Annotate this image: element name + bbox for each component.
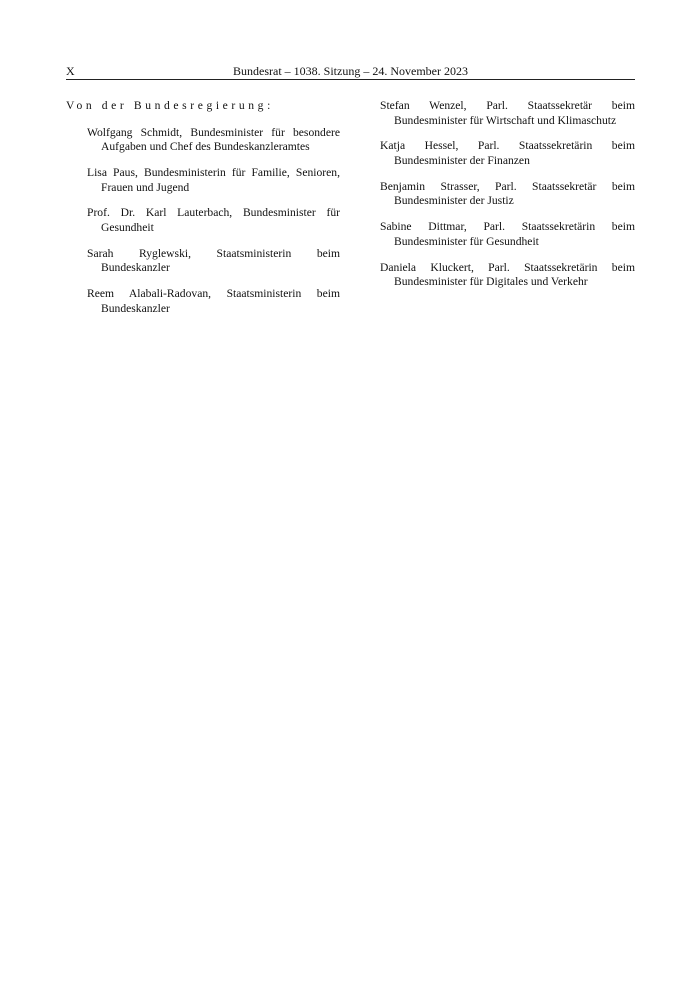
- attendee-entry: Lisa Paus, Bundesministerin für Familie, Senioren, Frauen und Jugend: [87, 165, 340, 194]
- attendee-entry: Wolfgang Schmidt, Bundesminister für besondere Aufgaben und Chef des Bundeskanzleramtes: [87, 125, 340, 154]
- page-header: [66, 63, 635, 80]
- attendee-entry: Prof. Dr. Karl Lauterbach, Bundesminister für Gesundheit: [87, 206, 340, 234]
- page-number: X: [66, 64, 75, 78]
- attendee-entry: Katja Hessel, Parl. Staatssekretärin beim Bundesminister der Finanzen: [380, 139, 635, 167]
- attendee-entry: Stefan Wenzel, Parl. Staatssekretär beim Bundesminister für Wirtschaft und Klimaschutz: [380, 99, 635, 127]
- attendee-entry: Sarah Ryglewski, Staatsministerin beim Bundeskanzler: [87, 246, 340, 275]
- left-column: [66, 99, 340, 327]
- attendee-entry: Reem Alabali-Radovan, Staatsministerin beim Bundeskanzler: [87, 287, 340, 315]
- right-column: [366, 99, 635, 301]
- attendee-entry: Sabine Dittmar, Parl. Staatssekretärin beim Bundesminister für Gesundheit: [380, 220, 635, 248]
- attendee-entry: Benjamin Strasser, Parl. Staatssekretär beim Bundesminister der Justiz: [380, 179, 635, 208]
- attendee-entry: Daniela Kluckert, Parl. Staatssekretärin beim Bundesminister für Digitales und Verkehr: [380, 260, 635, 289]
- header-title: Bundesrat – 1038. Sitzung – 24. November 2023: [233, 64, 468, 78]
- section-heading: Von der Bundesregierung:: [66, 99, 274, 112]
